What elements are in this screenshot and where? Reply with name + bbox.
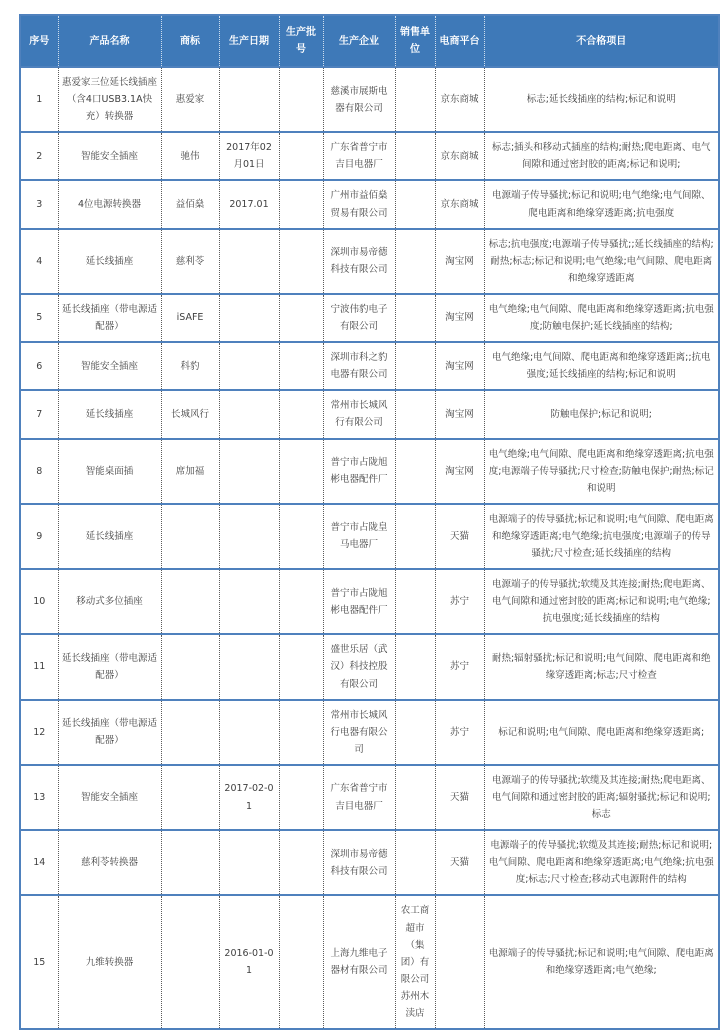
cell-manufacturer: 普宁市占陇皇马电器厂	[323, 504, 395, 569]
column-header-date: 生产日期	[219, 15, 279, 67]
cell-platform: 天猫	[435, 504, 484, 569]
table-row	[20, 830, 719, 895]
cell-seller	[395, 700, 435, 765]
cell-defects: 电气绝缘;电气间隙、爬电距离和绝缘穿透距离;抗电强度;电源端子传导骚扰;尺寸检查;防触电保护;耐热;标记和说明	[484, 439, 719, 504]
cell-platform: 京东商城	[435, 132, 484, 180]
cell-platform	[435, 895, 484, 1029]
cell-date: 2016-01-01	[219, 895, 279, 1029]
cell-product: 智能桌面插	[58, 439, 161, 504]
cell-product: 延长线插座（带电源适配器）	[58, 700, 161, 765]
cell-product: 延长线插座（带电源适配器）	[58, 294, 161, 342]
cell-batch	[279, 390, 323, 438]
cell-seller	[395, 229, 435, 294]
cell-batch	[279, 504, 323, 569]
cell-brand	[161, 700, 219, 765]
cell-seller	[395, 67, 435, 132]
table-row	[20, 180, 719, 228]
cell-date	[219, 504, 279, 569]
cell-seller	[395, 342, 435, 390]
cell-defects: 防触电保护;标记和说明;	[484, 390, 719, 438]
table-row	[20, 634, 719, 699]
cell-manufacturer: 广东省普宁市吉目电器厂	[323, 132, 395, 180]
cell-date: 2017年02月01日	[219, 132, 279, 180]
cell-brand: 益佰燊	[161, 180, 219, 228]
cell-no: 5	[20, 294, 58, 342]
cell-platform: 天猫	[435, 830, 484, 895]
cell-no: 8	[20, 439, 58, 504]
cell-manufacturer: 普宁市占陇旭彬电器配件厂	[323, 569, 395, 634]
cell-date	[219, 67, 279, 132]
cell-brand: 慈利苓	[161, 229, 219, 294]
cell-defects: 电源端子的传导骚扰;软缆及其连接;耐热;爬电距离、电气间隙和通过密封胶的距离;标记和说明;电气绝缘;抗电强度;延长线插座的结构	[484, 569, 719, 634]
cell-date: 2017.01	[219, 180, 279, 228]
cell-platform: 天猫	[435, 765, 484, 830]
cell-brand	[161, 569, 219, 634]
cell-seller	[395, 390, 435, 438]
cell-date	[219, 229, 279, 294]
cell-product: 惠爱家三位延长线插座（含4口USB3.1A快充）转换器	[58, 67, 161, 132]
cell-product: 智能安全插座	[58, 765, 161, 830]
cell-no: 14	[20, 830, 58, 895]
cell-date	[219, 439, 279, 504]
cell-defects: 电气绝缘;电气间隙、爬电距离和绝缘穿透距离;抗电强度;防触电保护;延长线插座的结构;	[484, 294, 719, 342]
cell-seller	[395, 294, 435, 342]
column-header-batch: 生产批号	[279, 15, 323, 67]
column-header-manufacturer: 生产企业	[323, 15, 395, 67]
cell-no: 11	[20, 634, 58, 699]
cell-platform: 京东商城	[435, 67, 484, 132]
cell-no: 6	[20, 342, 58, 390]
cell-no: 13	[20, 765, 58, 830]
cell-no: 12	[20, 700, 58, 765]
cell-platform: 苏宁	[435, 700, 484, 765]
column-header-defects: 不合格项目	[484, 15, 719, 67]
cell-batch	[279, 67, 323, 132]
cell-platform: 淘宝网	[435, 439, 484, 504]
cell-product: 慈利苓转换器	[58, 830, 161, 895]
table-header	[20, 15, 719, 67]
cell-batch	[279, 342, 323, 390]
cell-date	[219, 294, 279, 342]
cell-seller	[395, 830, 435, 895]
cell-brand	[161, 504, 219, 569]
cell-brand	[161, 830, 219, 895]
table-row	[20, 229, 719, 294]
table-row	[20, 765, 719, 830]
table-row	[20, 439, 719, 504]
table-row	[20, 294, 719, 342]
cell-defects: 标志;插头和移动式插座的结构;耐热;爬电距离、电气间隙和通过密封胶的距离;标记和说明;	[484, 132, 719, 180]
cell-platform: 淘宝网	[435, 294, 484, 342]
cell-date	[219, 634, 279, 699]
cell-date	[219, 569, 279, 634]
cell-seller	[395, 180, 435, 228]
column-header-product: 产品名称	[58, 15, 161, 67]
cell-defects: 标志;延长线插座的结构;标记和说明	[484, 67, 719, 132]
table-row	[20, 67, 719, 132]
cell-date	[219, 342, 279, 390]
cell-defects: 电源端子的传导骚扰;标记和说明;电气间隙、爬电距离和绝缘穿透距离;电气绝缘;抗电强度;电源端子的传导骚扰;尺寸检查;延长线插座的结构	[484, 504, 719, 569]
cell-date	[219, 700, 279, 765]
cell-defects: 电源端子的传导骚扰;软缆及其连接;耐热;标记和说明;电气间隙、爬电距离和绝缘穿透距离;电气绝缘;抗电强度;标志;尺寸检查;移动式电源附件的结构	[484, 830, 719, 895]
cell-batch	[279, 439, 323, 504]
cell-batch	[279, 569, 323, 634]
cell-manufacturer: 深圳市易帝德科技有限公司	[323, 830, 395, 895]
cell-product: 智能安全插座	[58, 132, 161, 180]
cell-date	[219, 390, 279, 438]
cell-manufacturer: 慈溪市展斯电器有限公司	[323, 67, 395, 132]
cell-defects: 电源端子的传导骚扰;标记和说明;电气间隙、爬电距离和绝缘穿透距离;电气绝缘;	[484, 895, 719, 1029]
cell-platform: 淘宝网	[435, 390, 484, 438]
header-row	[20, 15, 719, 67]
cell-batch	[279, 895, 323, 1029]
cell-batch	[279, 229, 323, 294]
cell-defects: 电源端子传导骚扰;标记和说明;电气绝缘;电气间隙、爬电距离和绝缘穿透距离;抗电强度	[484, 180, 719, 228]
cell-manufacturer: 盛世乐居（武汉）科技控股有限公司	[323, 634, 395, 699]
table-row	[20, 700, 719, 765]
table-body	[20, 67, 719, 1029]
table-row	[20, 342, 719, 390]
cell-product: 智能安全插座	[58, 342, 161, 390]
cell-product: 延长线插座	[58, 504, 161, 569]
cell-platform: 淘宝网	[435, 229, 484, 294]
table-row	[20, 132, 719, 180]
cell-no: 10	[20, 569, 58, 634]
cell-seller	[395, 569, 435, 634]
table-row	[20, 504, 719, 569]
cell-platform: 苏宁	[435, 634, 484, 699]
cell-seller: 农工商超市（集团）有限公司苏州木渎店	[395, 895, 435, 1029]
cell-brand: 长城风行	[161, 390, 219, 438]
cell-platform: 淘宝网	[435, 342, 484, 390]
cell-defects: 电源端子的传导骚扰;软缆及其连接;耐热;爬电距离、电气间隙和通过密封胶的距离;辐射骚扰;标记和说明;标志	[484, 765, 719, 830]
cell-no: 7	[20, 390, 58, 438]
cell-seller	[395, 634, 435, 699]
cell-manufacturer: 常州市长城风行有限公司	[323, 390, 395, 438]
cell-manufacturer: 广州市益佰燊贸易有限公司	[323, 180, 395, 228]
cell-defects: 耐热;辐射骚扰;标记和说明;电气间隙、爬电距离和绝缘穿透距离;标志;尺寸检查	[484, 634, 719, 699]
cell-batch	[279, 634, 323, 699]
cell-platform: 京东商城	[435, 180, 484, 228]
cell-no: 9	[20, 504, 58, 569]
cell-product: 4位电源转换器	[58, 180, 161, 228]
cell-batch	[279, 294, 323, 342]
table-row	[20, 895, 719, 1029]
cell-brand: 席加福	[161, 439, 219, 504]
cell-batch	[279, 765, 323, 830]
cell-product: 延长线插座	[58, 390, 161, 438]
column-header-seller: 销售单位	[395, 15, 435, 67]
cell-brand: iSAFE	[161, 294, 219, 342]
cell-seller	[395, 132, 435, 180]
cell-date: 2017-02-01	[219, 765, 279, 830]
column-header-brand: 商标	[161, 15, 219, 67]
cell-product: 延长线插座（带电源适配器）	[58, 634, 161, 699]
cell-no: 15	[33, 956, 46, 968]
cell-product: 九维转换器	[58, 895, 161, 1029]
cell-manufacturer: 广东省普宁市吉目电器厂	[323, 765, 395, 830]
cell-manufacturer: 常州市长城风行电器有限公司	[323, 700, 395, 765]
cell-defects: 标记和说明;电气间隙、爬电距离和绝缘穿透距离;	[484, 700, 719, 765]
cell-batch	[279, 830, 323, 895]
cell-manufacturer: 深圳市易帝德科技有限公司	[323, 229, 395, 294]
cell-manufacturer: 普宁市占陇旭彬电器配件厂	[323, 439, 395, 504]
cell-brand	[161, 895, 219, 1029]
cell-product: 移动式多位插座	[58, 569, 161, 634]
cell-seller	[395, 504, 435, 569]
cell-seller	[395, 439, 435, 504]
cell-manufacturer: 宁波伟豹电子有限公司	[323, 294, 395, 342]
cell-no: 1	[20, 67, 58, 132]
cell-product: 延长线插座	[58, 229, 161, 294]
defective-products-table	[19, 14, 720, 1030]
cell-defects: 电气绝缘;电气间隙、爬电距离和绝缘穿透距离;;抗电强度;延长线插座的结构;标记和说明	[484, 342, 719, 390]
cell-brand: 驰伟	[161, 132, 219, 180]
cell-date	[219, 830, 279, 895]
cell-platform: 苏宁	[435, 569, 484, 634]
cell-brand	[161, 634, 219, 699]
table-row	[20, 390, 719, 438]
cell-batch	[279, 700, 323, 765]
column-header-platform: 电商平台	[435, 15, 484, 67]
column-header-no: 序号	[20, 15, 58, 67]
cell-defects: 标志;抗电强度;电源端子传导骚扰;;延长线插座的结构;耐热;标志;标记和说明;电气绝缘;电气间隙、爬电距离和绝缘穿透距离	[484, 229, 719, 294]
cell-brand: 惠爱家	[161, 67, 219, 132]
cell-seller	[395, 765, 435, 830]
table-row	[20, 569, 719, 634]
cell-batch	[279, 180, 323, 228]
cell-no: 3	[20, 180, 58, 228]
cell-brand: 科豹	[161, 342, 219, 390]
cell-brand	[161, 765, 219, 830]
cell-manufacturer: 深圳市科之豹电器有限公司	[323, 342, 395, 390]
cell-manufacturer: 上海九维电子器材有限公司	[323, 895, 395, 1029]
cell-no: 2	[20, 132, 58, 180]
cell-batch	[279, 132, 323, 180]
cell-no: 4	[20, 229, 58, 294]
